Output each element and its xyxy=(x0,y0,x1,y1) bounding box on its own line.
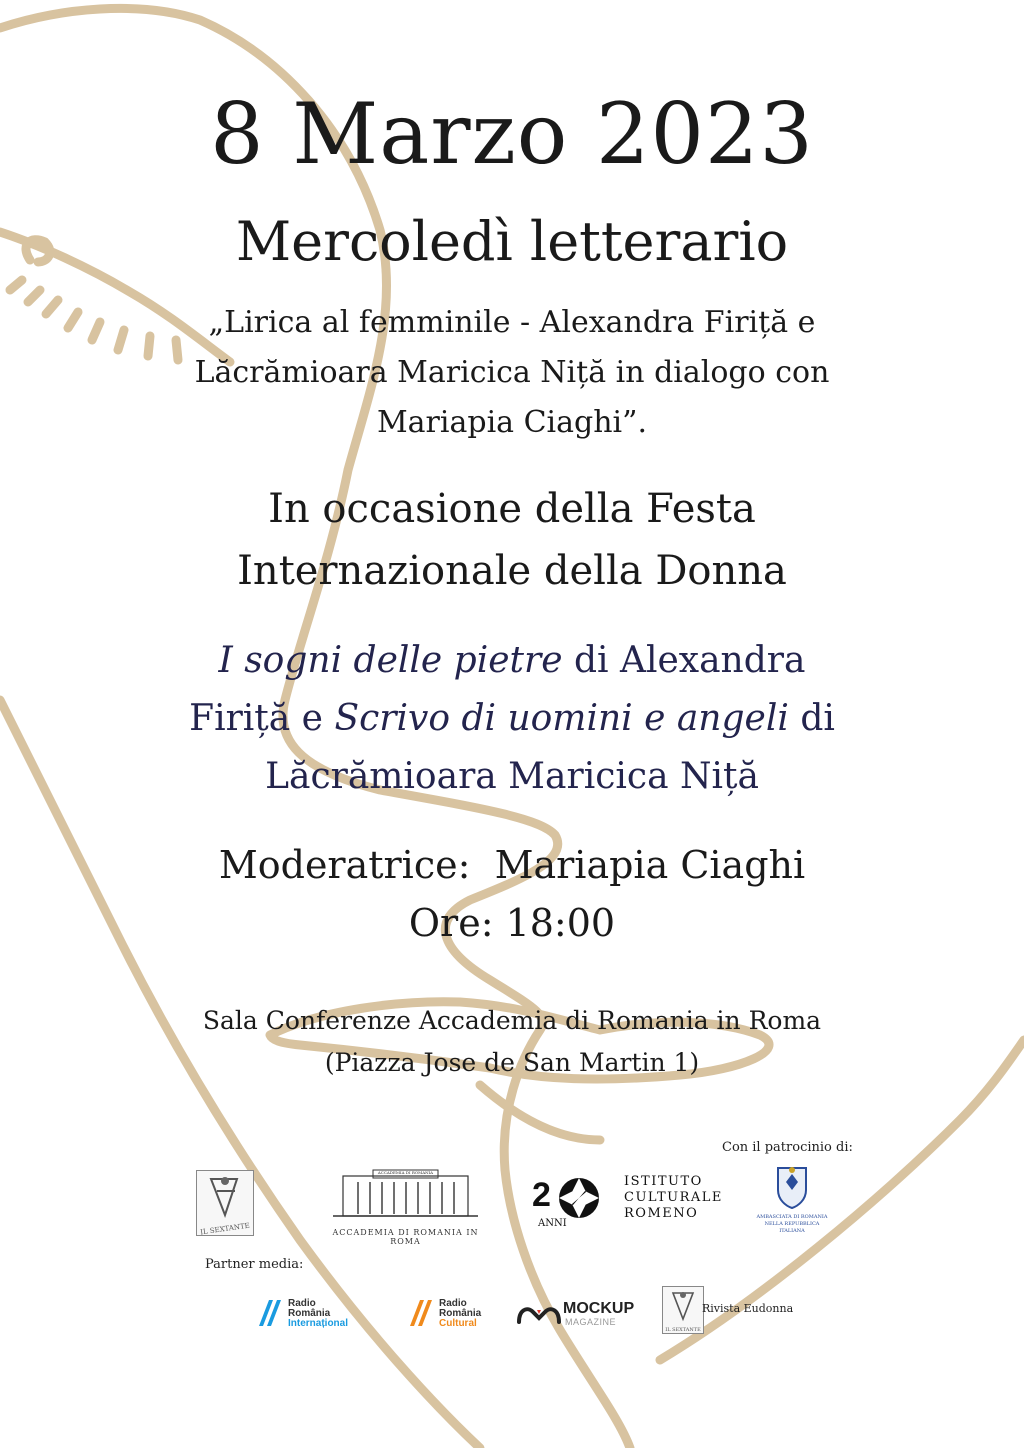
sextante-caption: IL SEXTANTE xyxy=(199,1221,251,1237)
venue xyxy=(0,1000,1024,1084)
icr-number: 2 xyxy=(532,1176,551,1214)
quote-line: „Lirica al femminile - Alexandra Firiță e xyxy=(208,305,816,340)
patronage-label: Con il patrocinio di: xyxy=(722,1140,853,1155)
accademia-logo xyxy=(318,1168,493,1246)
icr-text xyxy=(624,1174,723,1222)
icr-anni: ANNI xyxy=(538,1218,567,1229)
icr-text-line: ROMENO xyxy=(624,1206,699,1221)
embassy-caption-1: AMBASCIATA DI ROMANIA xyxy=(756,1214,828,1220)
books-text xyxy=(0,632,1024,806)
icr-symbol-icon xyxy=(554,1174,604,1222)
rrc-text xyxy=(439,1299,481,1329)
venue-address: (Piazza Jose de San Martin 1) xyxy=(324,1048,700,1077)
books-line-1 xyxy=(0,632,1024,690)
occasion-line: Internazionale della Donna xyxy=(237,548,787,594)
book-author-1-end: Firiță e xyxy=(189,698,335,739)
rri-line: Radio xyxy=(288,1298,316,1309)
venue-name: Sala Conferenze Accademia di Romania in Roma xyxy=(202,1006,822,1035)
quote-line: Mariapia Ciaghi”. xyxy=(376,405,648,440)
book-author-1: di Alexandra xyxy=(562,640,806,681)
eudonna-logo xyxy=(662,1286,704,1334)
sextant-icon xyxy=(663,1287,703,1323)
event-time: Ore: 18:00 xyxy=(408,901,616,945)
rri-line: România xyxy=(288,1308,331,1319)
mockup-m-icon xyxy=(515,1302,563,1326)
moderator: Moderatrice: Mariapia Ciaghi xyxy=(218,843,806,887)
quote-line: Lăcrămioara Maricica Niță in dialogo con xyxy=(194,355,830,390)
mockup-title: MOCKUP xyxy=(563,1300,635,1317)
rrc-line: Radio xyxy=(439,1298,467,1309)
building-icon xyxy=(318,1168,493,1220)
rri-text xyxy=(288,1299,348,1329)
eudonna-caption: IL SEXTANTE xyxy=(665,1327,701,1333)
rrc-line: Cultural xyxy=(439,1318,477,1329)
event-date: 8 Marzo 2023 xyxy=(210,85,814,183)
rri-line: Internațional xyxy=(288,1318,349,1329)
rrc-waves-icon xyxy=(406,1296,436,1328)
event-quote xyxy=(0,298,1024,448)
accademia-sign: ACCADEMIA DI ROMANIA xyxy=(377,1170,434,1175)
embassy-caption-2: NELLA REPUBBLICA ITALIANA xyxy=(764,1221,820,1234)
rri-logo xyxy=(255,1296,365,1332)
icr-text-line: CULTURALE xyxy=(624,1190,723,1205)
rrc-logo xyxy=(406,1296,506,1332)
accademia-caption: ACCADEMIA DI ROMANIA IN ROMA xyxy=(332,1228,479,1246)
books-line-3: Lăcrămioara Maricica Niță xyxy=(265,756,759,797)
coat-of-arms-icon xyxy=(772,1162,812,1210)
occasion-line: In occasione della Festa xyxy=(268,486,756,532)
icr-logo xyxy=(532,1172,723,1232)
occasion-text xyxy=(0,478,1024,602)
eudonna-label: Rivista Eudonna xyxy=(702,1302,794,1315)
book-title-2: Scrivo di uomini e angeli xyxy=(334,698,789,739)
sextant-icon xyxy=(197,1171,253,1221)
book-author-2-by: di xyxy=(788,698,835,739)
partner-media-label: Partner media: xyxy=(205,1257,304,1272)
books-line-2 xyxy=(0,690,1024,748)
mockup-logo xyxy=(515,1300,635,1330)
event-subtitle: Mercoledì letterario xyxy=(235,210,789,273)
mockup-subtitle: MAGAZINE xyxy=(565,1317,617,1327)
rrc-line: România xyxy=(439,1308,482,1319)
rri-waves-icon xyxy=(255,1296,285,1328)
sextante-logo xyxy=(196,1170,254,1236)
book-title-1: I sogni delle pietre xyxy=(218,640,563,681)
embassy-logo xyxy=(752,1162,832,1242)
icr-text-line: ISTITUTO xyxy=(624,1174,703,1189)
